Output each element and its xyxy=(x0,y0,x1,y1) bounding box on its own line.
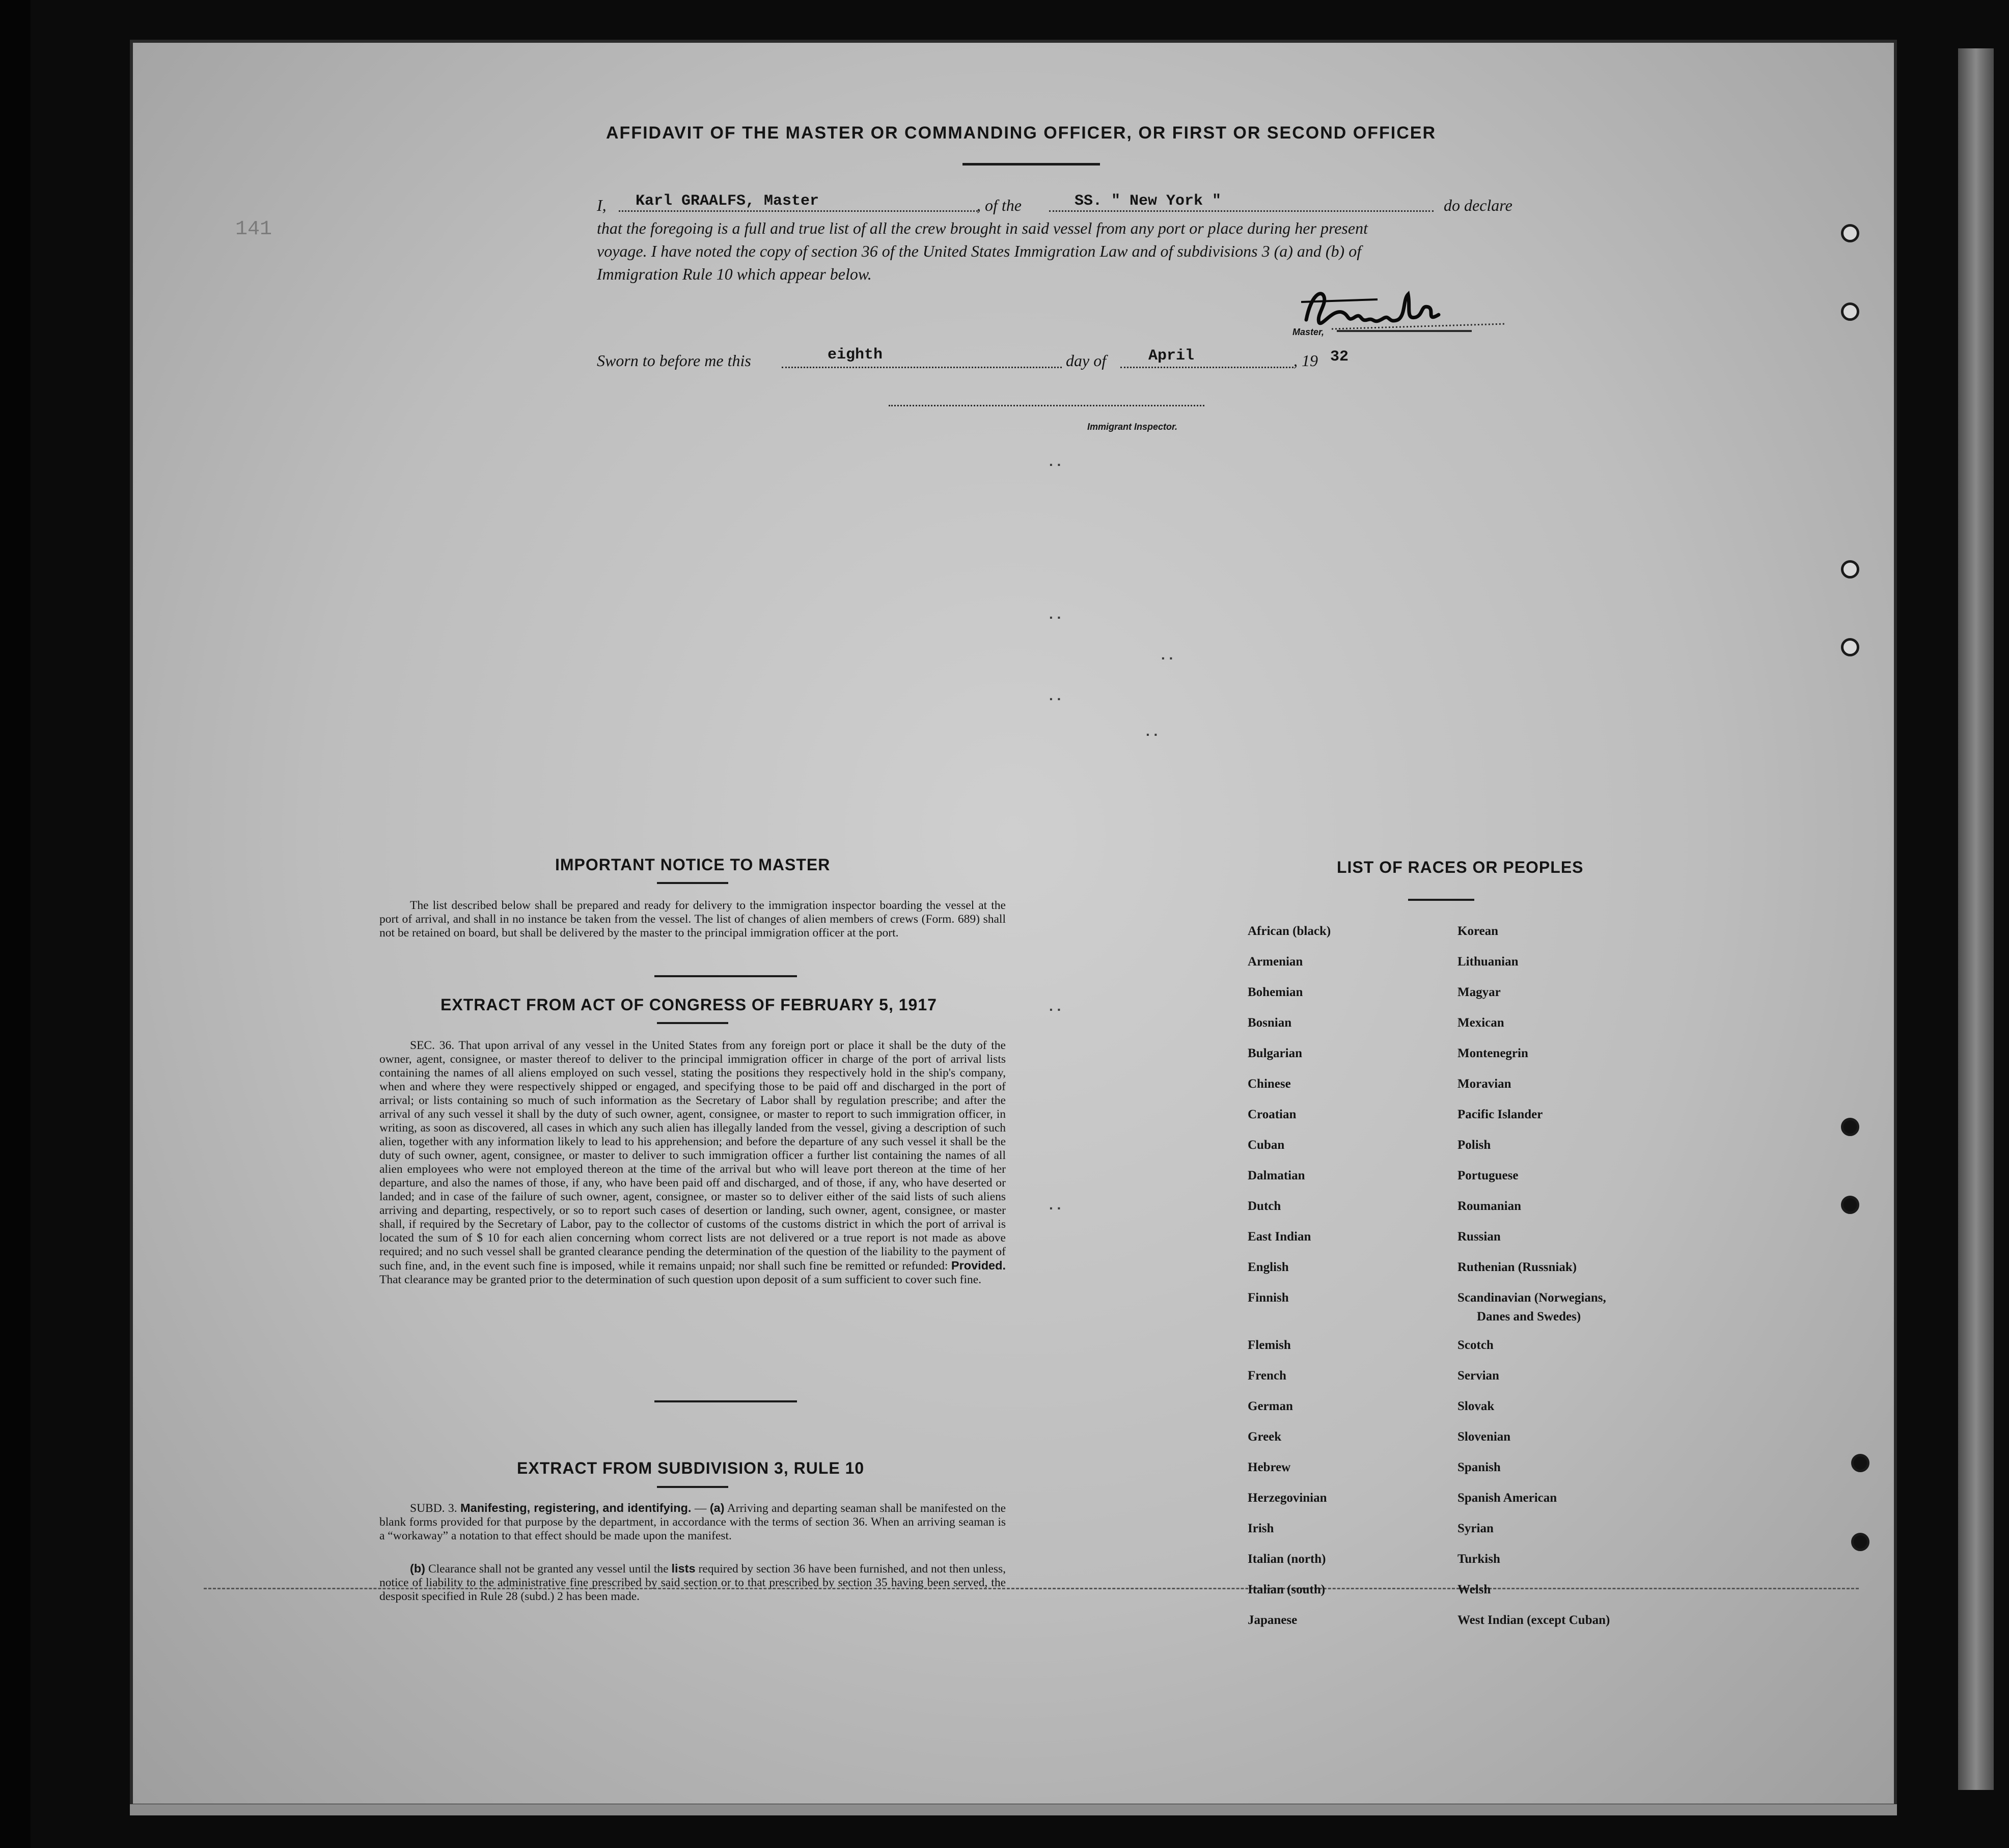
race-item: Finnish xyxy=(1248,1291,1289,1305)
race-item: East Indian xyxy=(1248,1230,1311,1244)
notice-heading: IMPORTANT NOTICE TO MASTER xyxy=(555,856,831,874)
race-item: Slovenian xyxy=(1457,1430,1511,1444)
races-left-column xyxy=(1248,924,1431,1637)
punch-hole xyxy=(1851,1533,1869,1551)
subd-b-label: (b) xyxy=(410,1562,426,1575)
race-item: West Indian (except Cuban) xyxy=(1457,1613,1610,1627)
race-item: Moravian xyxy=(1457,1077,1511,1091)
punch-hole xyxy=(1841,224,1859,242)
scan-left-edge xyxy=(0,0,31,1848)
section-36-end: That clearance may be granted prior to the determination of such question upon deposit of a sum sufficient to cover such fine. xyxy=(379,1273,982,1286)
punch-hole xyxy=(1841,638,1859,656)
race-item: Polish xyxy=(1457,1138,1491,1152)
race-item: French xyxy=(1248,1369,1286,1383)
sheet-bottom-edge xyxy=(130,1804,1897,1815)
race-item: Bosnian xyxy=(1248,1016,1292,1030)
race-item: Dutch xyxy=(1248,1199,1281,1213)
punch-hole xyxy=(1851,1454,1869,1472)
affidavit-title: AFFIDAVIT OF THE MASTER OR COMMANDING OFFICER, OR FIRST OR SECOND OFFICER xyxy=(606,123,1436,143)
inspector-line xyxy=(889,405,1204,406)
race-item: Hebrew xyxy=(1248,1460,1291,1474)
race-item: Chinese xyxy=(1248,1077,1291,1091)
underlying-page-edge xyxy=(1958,48,1994,1790)
punch-hole xyxy=(1841,302,1859,321)
race-item: Armenian xyxy=(1248,955,1303,969)
race-item: Japanese xyxy=(1248,1613,1298,1627)
sworn-month-field: April xyxy=(1148,347,1195,365)
signature-caption: Master, xyxy=(1292,327,1325,337)
race-item: Mexican xyxy=(1457,1016,1504,1030)
race-item: Italian (south) xyxy=(1248,1583,1326,1596)
ghost-mark: . . xyxy=(1161,647,1173,663)
act-heading: EXTRACT FROM ACT OF CONGRESS OF FEBRUARY 5, 1917 xyxy=(441,996,937,1014)
race-item: Cuban xyxy=(1248,1138,1285,1152)
punch-hole xyxy=(1841,560,1859,578)
race-item: Spanish American xyxy=(1457,1491,1557,1505)
do-declare-label: do declare xyxy=(1444,196,1512,214)
race-item: Magyar xyxy=(1457,985,1501,999)
race-item: African (black) xyxy=(1248,924,1331,938)
subd-a-text: Arriving and departing seaman shall be manifested on the blank forms provided for that purpose by the department, in accordance with the terms of section 36. When an arriving seaman is a “workaway” a notation to that effect should be made upon the manifest. xyxy=(379,1502,1006,1542)
i-label: I, xyxy=(597,196,607,214)
race-item: Scotch xyxy=(1457,1338,1494,1352)
inspector-caption: Immigrant Inspector. xyxy=(1087,422,1178,432)
race-item: Dalmatian xyxy=(1248,1169,1305,1182)
race-item: Herzegovinian xyxy=(1248,1491,1327,1505)
race-item: Welsh xyxy=(1457,1583,1491,1596)
sworn-month-line xyxy=(1120,367,1294,368)
race-item: Slovak xyxy=(1457,1399,1495,1413)
ghost-mark: . . xyxy=(1049,453,1061,469)
subd-b-lists: lists xyxy=(671,1562,696,1575)
master-name-line xyxy=(619,210,978,212)
subd-b-text2: required by section 36 have been furnished, and not then unless, notice of liability to the administrative fine prescribed by said section or to that prescribed by section 35 having been served, the desposit specified in Rule 28 (subd.) 2 has been made. xyxy=(379,1562,1006,1603)
title-underline xyxy=(962,163,1100,166)
races-right-column xyxy=(1457,924,1722,1637)
subd-b-text1: Clearance shall not be granted any vessel until the xyxy=(428,1562,669,1576)
race-item: Pacific Islander xyxy=(1457,1108,1543,1121)
affidavit-line-3: voyage. I have noted the copy of section 36 of the United States Immigration Law and of subdivisions 3 (a) and (b) of xyxy=(597,242,1362,260)
ghost-mark: . . xyxy=(1049,1197,1061,1212)
race-item: Servian xyxy=(1457,1369,1499,1383)
vessel-field: SS. " New York " xyxy=(1075,192,1222,210)
race-item: Russian xyxy=(1457,1230,1501,1244)
subdivision-heading: EXTRACT FROM SUBDIVISION 3, RULE 10 xyxy=(517,1459,865,1477)
subdivision-a-text xyxy=(379,1501,1006,1543)
race-item: Syrian xyxy=(1457,1522,1494,1535)
provided-term: Provided. xyxy=(951,1259,1006,1272)
race-item: Montenegrin xyxy=(1457,1046,1528,1060)
notice-heading-rule xyxy=(657,882,728,884)
race-item: Lithuanian xyxy=(1457,955,1519,969)
sworn-day-line xyxy=(782,367,1062,368)
race-item: Turkish xyxy=(1457,1552,1500,1566)
margin-mark: 141 xyxy=(235,218,272,241)
ghost-mark: . . xyxy=(1049,687,1061,703)
race-item: Irish xyxy=(1248,1522,1274,1535)
subdivision-heading-rule xyxy=(657,1486,728,1488)
sworn-label: Sworn to before me this xyxy=(597,351,751,370)
race-item: Ruthenian (Russniak) xyxy=(1457,1260,1577,1274)
notice-text: The list described below shall be prepared and ready for delivery to the immigration inspector boarding the vessel at the port of arrival, and shall in no instance be taken from the vessel. The list of changes of alien members of crews (Form. 689) shall not be retained on board, but shall be delivered by the master to the principal immigration officer at the port. xyxy=(379,899,1006,940)
punch-hole xyxy=(1841,1196,1859,1214)
race-item: Greek xyxy=(1248,1430,1282,1444)
race-item: Italian (north) xyxy=(1248,1552,1326,1566)
races-heading-rule xyxy=(1408,899,1474,901)
race-right-continuation: Danes and Swedes) xyxy=(1477,1310,1581,1323)
race-item: Croatian xyxy=(1248,1108,1297,1121)
section-divider xyxy=(654,975,797,977)
races-heading: LIST OF RACES OR PEOPLES xyxy=(1337,858,1584,876)
race-item: German xyxy=(1248,1399,1293,1413)
master-name-field: Karl GRAALFS, Master xyxy=(636,192,819,210)
affidavit-line-4: Immigration Rule 10 which appear below. xyxy=(597,265,872,283)
subd-prefix: SUBD. 3. xyxy=(410,1502,457,1515)
punch-hole xyxy=(1841,1118,1859,1136)
year-prefix: , 19 xyxy=(1294,351,1318,370)
struck-title xyxy=(1337,330,1472,332)
section-36-text xyxy=(379,1039,1006,1287)
race-item: Scandinavian (Norwegians, xyxy=(1457,1291,1606,1305)
race-item: Bohemian xyxy=(1248,985,1303,999)
ghost-mark: . . xyxy=(1146,723,1158,739)
section-divider xyxy=(654,1400,797,1402)
race-item: Portuguese xyxy=(1457,1169,1519,1182)
race-item: Bulgarian xyxy=(1248,1046,1302,1060)
year-field: 32 xyxy=(1330,348,1349,366)
race-item: Roumanian xyxy=(1457,1199,1522,1213)
of-the-label: , of the xyxy=(977,196,1022,214)
race-item: English xyxy=(1248,1260,1289,1274)
act-heading-rule xyxy=(657,1022,728,1024)
day-of-label: day of xyxy=(1066,351,1107,370)
section-36-main: SEC. 36. That upon arrival of any vessel in the United States from any foreign port or place it shall be the duty of the owner, agent, consignee, or master thereof to deliver to the principal immigration officer in charge of the port of arrival lists containing the names of all aliens employed on such vessel, stating the positions they respectively hold in the ship's company, when and where they were respectively shipped or engaged, and specifying those to be paid off and discharged in the port of arrival; or lists containing so much of such information as the Secretary of Labor shall by regulation prescribe; and after the arrival of any such vessel it shall by the duty of such owner, agent, consignee, or master to report to such immigration officer, in writing, as soon as discovered, all cases in which any such alien has illegally landed from the vessel, giving a description of such alien, together with any information likely to lead to his apprehension; and before the departure of any such vessel it shall be the duty of such owner, agent, consignee, or master to deliver to such immigration officer a further list containing the names of all alien employees who were not employed thereon at the time of the arrival but who will leave port thereon at the time of her departure, and also the names of those, if any, who have been paid off and discharged, and of those, if any, who have deserted or landed; and in case of the failure of such owner, agent, consignee, or master so to deliver either of the said lists of such aliens arriving and departing, respectively, or so to report such cases of desertion or landing, such owner, agent, consignee, or master shall, if required by the Secretary of Labor, pay to the collector of customs of the customs district in which the port of arrival is located the sum of $ 10 for each alien concerning whom correct lists are not delivered or a true report is not made as above required; and no such vessel shall be granted clearance pending the determination of the question of the liability to the payment of such fine, and, in the event such fine is imposed, while it remains unpaid; nor shall such fine be remitted or refunded: xyxy=(379,1039,1006,1273)
ghost-mark: . . xyxy=(1049,606,1061,622)
subdivision-b-text xyxy=(379,1562,1006,1604)
sworn-day-field: eighth xyxy=(828,346,883,364)
ghost-mark: . . xyxy=(1049,998,1061,1014)
subd-title: Manifesting, registering, and identifying. xyxy=(460,1501,692,1514)
race-item: Korean xyxy=(1457,924,1499,938)
subd-dash: — xyxy=(691,1502,710,1515)
vessel-line xyxy=(1049,210,1434,212)
subd-a-label: (a) xyxy=(709,1501,725,1514)
race-item: Flemish xyxy=(1248,1338,1291,1352)
affidavit-line-2: that the foregoing is a full and true list of all the crew brought in said vessel from any port or place during her present xyxy=(597,219,1368,237)
race-item: Spanish xyxy=(1457,1460,1501,1474)
